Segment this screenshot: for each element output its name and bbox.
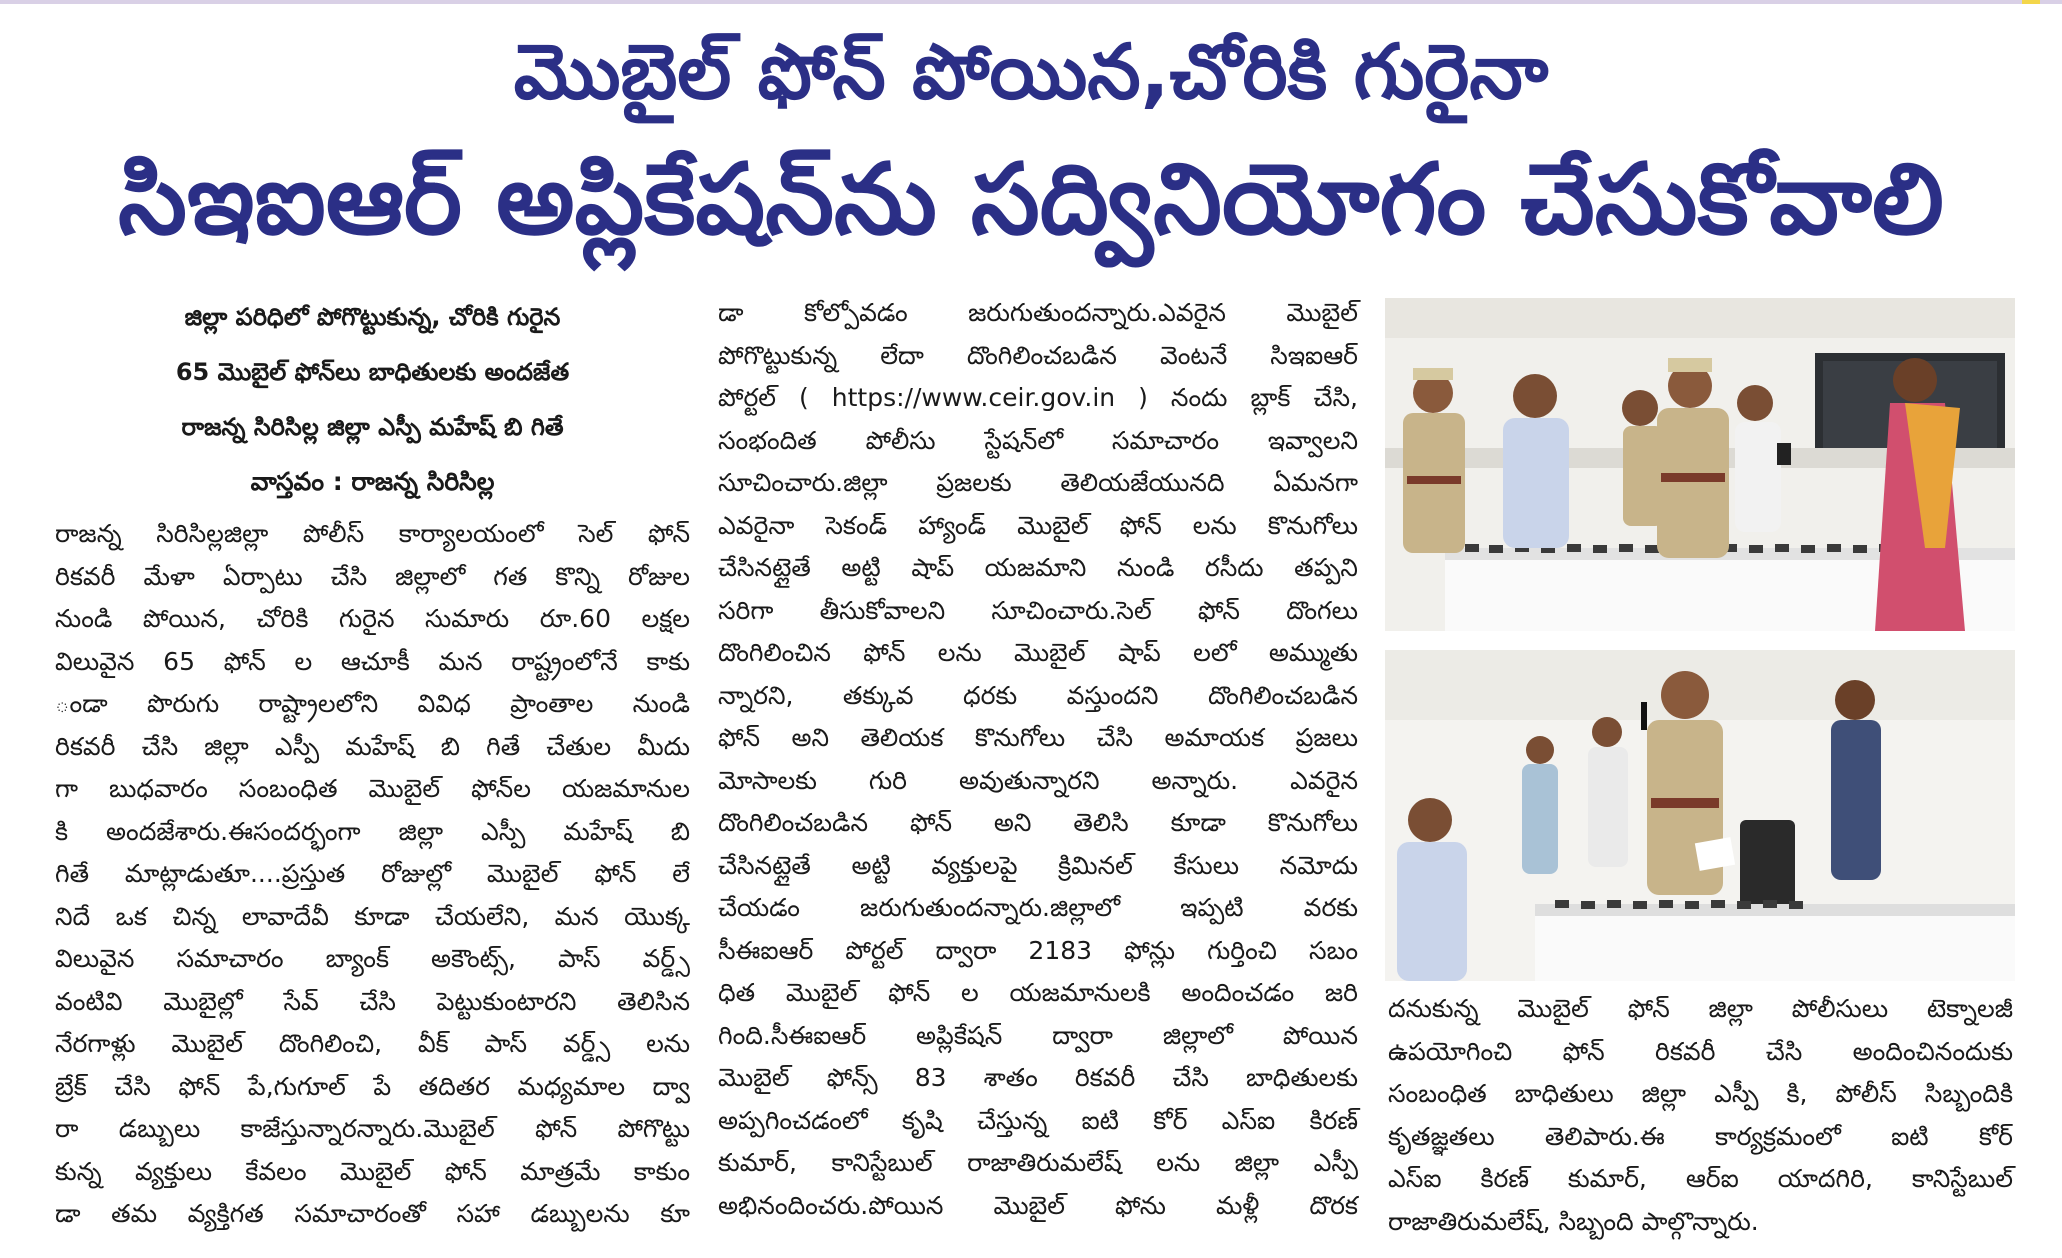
- body-line: నుండి పోయిన, చోరికి గురైన సుమారు రూ.60 లక్షల: [55, 604, 690, 633]
- body-line: చేయడం జరుగుతుందన్నారు.జిల్లాలో ఇప్పటి వరకు: [718, 893, 1358, 922]
- body-line: కున్న వ్యక్తులు కేవలం మొబైల్ ఫోన్ మాత్రమే కాకుం: [55, 1156, 690, 1186]
- body-line: ఫోన్ అని తెలియక కొనుగోలు చేసి అమాయక ప్రజలు: [718, 723, 1358, 752]
- body-line: పోర్టల్ ( https://www.ceir.gov.in ) నందు బ్లాక్ చేసి,: [718, 383, 1358, 412]
- article-column-1: [55, 513, 690, 1236]
- body-line: న్నారని, తక్కువ ధరకు వస్తుందని దొంగిలించబడిన: [718, 680, 1358, 710]
- body-line: రాజన్న సిరిసిల్లజిల్లా పోలీస్ కార్యాలయంలో సెల్ ఫోన్: [55, 519, 690, 548]
- body-line: ధిత మొబైల్ ఫోన్ ల యజమానులకి అందించడం జరి: [718, 978, 1358, 1007]
- body-line: గా బుధవారం సంబంధిత మొబైల్ ఫోన్‌ల యజమానుల: [55, 774, 690, 803]
- body-line: రికవరీ చేసి జిల్లా ఎస్పీ మహేష్ బి గితే చేతుల మీదు: [55, 731, 690, 761]
- body-line: కుమార్, కానిస్టేబుల్ రాజాతిరుమలేష్ లను జిల్లా ఎస్పీ: [718, 1148, 1358, 1177]
- body-line: నేరగాళ్లు మొబైల్ దొంగిలించి, వీక్ పాస్ వర్డ్స్ లను: [55, 1029, 690, 1058]
- article-column-2: [718, 292, 1358, 1227]
- body-line: నిదే ఒక చిన్న లావాదేవీ కూడా చేయలేని, మన యొక్క: [55, 901, 690, 931]
- body-line: సీఈఐఆర్ పోర్టల్ ద్వారా 2183 ఫోన్లు గుర్తించి సబం: [718, 935, 1358, 965]
- body-line: ండా పొరుగు రాష్ట్రాలలోని వివిధ ప్రాంతాల నుండి: [55, 689, 690, 718]
- corner-mark: [2022, 0, 2040, 4]
- body-line: డా తమ వ్యక్తిగత సమాచారంతో సహా డబ్బులను కూ: [55, 1199, 690, 1228]
- body-line: అభినందించరు.పోయిన మొబైల్ ఫోను మళ్లీ దొరక: [718, 1190, 1358, 1220]
- dateline: వాస్తవం : రాజన్న సిరిసిల్ల: [250, 467, 495, 496]
- headline-kicker: మొబైల్ ఫోన్ పోయిన,చోరికి గురైనా: [513, 27, 1549, 116]
- body-line: వంటివి మొబైల్లో సేవ్ చేసి పెట్టుకుంటారని తెలిసిన: [55, 986, 690, 1016]
- body-line: సూచించారు.జిల్లా ప్రజలకు తెలియజేయునది ఏమనగా: [718, 468, 1358, 497]
- body-line: కృతజ్ఞతలు తెలిపారు.ఈ కార్యక్రమంలో ఐటి కోర్: [1388, 1121, 2013, 1151]
- photo-speech: [1385, 650, 2015, 981]
- photo-handover: [1385, 298, 2015, 631]
- body-line: డా కోల్పోవడం జరుగుతుందన్నారు.ఎవరైన మొబైల్: [718, 298, 1358, 327]
- body-line: ఎవరైనా సెకండ్ హ్యాండ్ మొబైల్ ఫోన్ లను కొనుగోలు: [718, 510, 1358, 540]
- body-line: విలువైన 65 ఫోన్ ల ఆచూకీ మన రాష్ట్రంలోనే కాకు: [55, 646, 690, 676]
- body-line: రా డబ్బులు కాజేస్తున్నారన్నారు.మొబైల్ ఫోన్ పోగొట్టు: [55, 1114, 690, 1143]
- body-line: అప్పగించడంలో కృషి చేస్తున్న ఐటి కోర్ ఎస్ఐ కిరణ్: [718, 1105, 1358, 1135]
- body-line: రాజాతిరుమలేష్, సిబ్బంది పాల్గొన్నారు.: [1388, 1206, 1759, 1236]
- body-line: ఎస్ఐ కిరణ్ కుమార్, ఆర్ఐ యాదగిరి, కానిస్టేబుల్: [1388, 1164, 2013, 1193]
- body-line: దొంగిలించిన ఫోన్ లను మొబైల్ షాప్ లలో అమ్ముతు: [718, 638, 1358, 667]
- body-line: దనుకున్న మొబైల్ ఫోన్ జిల్లా పోలీసులు టెక్నాలజీ: [1388, 994, 2013, 1023]
- body-line: పోగొట్టుకున్న లేదా దొంగిలించబడిన వెంటనే సిఇఐఆర్: [718, 340, 1358, 370]
- article-column-3: [1388, 988, 2013, 1243]
- body-line: సరిగా తీసుకోవాలని సూచించారు.సెల్ ఫోన్ దొంగలు: [718, 595, 1358, 625]
- body-line: ఉపయోగించి ఫోన్ రికవరీ చేసి అందించినందుకు: [1388, 1036, 2013, 1066]
- body-line: చేసినట్లైతే అట్టి షాప్ యజమాని నుండి రసీదు తప్పని: [718, 553, 1358, 582]
- photo-speech-image: [1385, 650, 2015, 981]
- body-line: రికవరీ మేళా ఏర్పాటు చేసి జిల్లాలో గత కొన్ని రోజుల: [55, 561, 690, 591]
- body-line: మొబైల్ ఫోన్స్ 83 శాతం రికవరీ చేసి బాధితులకు: [718, 1063, 1358, 1092]
- body-line: చేసినట్లైతే అట్టి వ్యక్తులపై క్రిమినల్ కేసులు నమోదు: [718, 850, 1358, 880]
- body-line: గితే మాట్లాడుతూ....ప్రస్తుత రోజుల్లో మొబైల్ ఫోన్ లే: [55, 859, 690, 888]
- body-line: బ్రేక్ చేసి ఫోన్ పే,గుగూల్ పే తదితర మధ్యమాల ద్వా: [55, 1071, 690, 1101]
- headline-main: సిఇఐఆర్ అప్లికేషన్‌ను సద్వినియోగం చేసుకోవాలి: [118, 143, 1944, 257]
- subhead-2: 65 మొబైల్ ఫోన్‌లు బాధితులకు అందజేత: [175, 358, 570, 386]
- body-line: సంబంధిత బాధితులు జిల్లా ఎస్పీ కి, పోలీస్ సిబ్బందికి: [1388, 1079, 2013, 1108]
- body-line: సంభందిత పోలీసు స్టేషన్‌లో సమాచారం ఇవ్వాలని: [718, 425, 1358, 455]
- subhead-1: జిల్లా పరిధిలో పోగొట్టుకున్న, చోరికి గురైన: [184, 303, 561, 331]
- body-line: దొంగిలించబడిన ఫోన్ అని తెలిసి కూడా కొనుగోలు: [718, 808, 1358, 837]
- body-line: విలువైన సమాచారం బ్యాంక్ అకౌంట్స్, పాస్ వర్డ్స్: [55, 944, 690, 973]
- body-line: మోసాలకు గురి అవుతున్నారని అన్నారు. ఎవరైన: [718, 765, 1358, 795]
- subhead-3: రాజన్న సిరిసిల్ల జిల్లా ఎస్పీ మహేష్ బి గితే: [181, 413, 564, 441]
- body-line: గింది.సీఈఐఆర్ అప్లికేషన్ ద్వారా జిల్లాలో పోయిన: [718, 1020, 1358, 1050]
- photo-handover-image: [1385, 298, 2015, 631]
- body-line: కి అందజేశారు.ఈసందర్భంగా జిల్లా ఎస్పీ మహేష్ బి: [55, 816, 690, 846]
- top-rule: [0, 0, 2062, 4]
